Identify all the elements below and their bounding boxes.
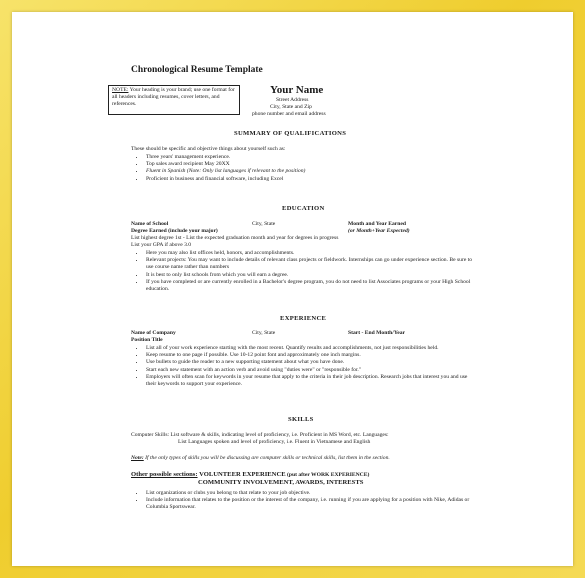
other-title1: VOLUNTEER EXPERIENCE <box>197 471 286 478</box>
note-box <box>108 85 240 115</box>
skills-label: Computer Skills: <box>131 432 170 438</box>
other-list <box>131 490 480 512</box>
list-item: • Top sales award recipient May 20XX <box>145 161 465 168</box>
skills-line2: List Languages spoken and level of proficiency, i.e. Fluent in Vietnamese and English <box>178 439 371 445</box>
education-city: City, State <box>252 221 276 227</box>
education-expected: (or Month+Year Expected) <box>348 228 410 234</box>
experience-company: Name of Company <box>131 330 176 336</box>
list-item: • Employers will often scan for keywords in your resume that apply to the criteria in their job description. Research jobs that interest you and use their keywords to support your experience. <box>145 374 475 388</box>
list-item: • Keep resume to one page if possible. Use 10-12 point font and approximately one inch margins. <box>145 352 475 359</box>
education-degree: Degree Earned (include your major) <box>131 228 218 234</box>
other-title1-tail: (put after WORK EXPERIENCE) <box>285 472 370 478</box>
document-title: Chronological Resume Template <box>131 65 263 75</box>
experience-list <box>131 345 475 388</box>
list-item: • Fluent in Spanish (Note: Only list languages if relevant to the position) <box>145 168 465 175</box>
other-title-line1 <box>131 471 369 479</box>
education-heading: EDUCATION <box>282 205 325 212</box>
education-list <box>131 250 475 293</box>
skills-heading: SKILLS <box>288 416 314 423</box>
skills-note-label: Note: <box>131 455 144 461</box>
summary-list <box>131 154 465 183</box>
list-item: • List organizations or clubs you belong to that relate to your job objective. <box>145 490 480 497</box>
list-item: • Here you may also list offices held, honors, and accomplishments. <box>145 250 475 257</box>
experience-city: City, State <box>252 330 276 336</box>
header-contact: phone number and email address <box>252 111 326 117</box>
experience-heading: EXPERIENCE <box>280 315 327 322</box>
list-item: • List all of your work experience starting with the most recent. Quantify results and accomplishments, not just responsibilities held. <box>145 345 475 352</box>
list-item: • Proficient in business and financial software, including Excel <box>145 176 465 183</box>
other-title-line2: COMMUNITY INVOLVEMENT, AWARDS, INTERESTS <box>198 479 364 486</box>
list-item: • Relevant projects: You may want to include details of relevant class projects or fieldwork. Internships can go under experience section. Be sure to use course name rather than numbers <box>145 257 475 271</box>
education-line2: List your GPA if above 3.0 <box>131 242 192 248</box>
education-school: Name of School <box>131 221 169 227</box>
list-item: • Include information that relates to the position or the interest of the company, i.e. running if you are applying for a position with Nike, Adidas or Columbia Sportswear. <box>145 497 480 511</box>
header-address: Street Address <box>276 97 309 103</box>
education-date: Month and Year Earned <box>348 221 406 227</box>
header-city: City, State and Zip <box>270 104 312 110</box>
note-label: NOTE: <box>112 87 129 93</box>
skills-line1 <box>131 432 389 439</box>
skills-note-text: If the only types of skills you will be discussing are computer skills or technical skills, list them in the section. <box>143 455 390 461</box>
note-text: Your heading is your brand; use one format for all headers including resumes, cover letters, and references. <box>112 87 235 107</box>
header-name: Your Name <box>270 84 324 96</box>
experience-position: Position Title <box>131 337 163 343</box>
list-item: • If you have completed or are currently enrolled in a Bachelor's degree program, you do not need to list Associates programs or your High School education. <box>145 279 475 293</box>
skills-text: List software & skills, indicating level of proficiency, i.e. Proficient in MS Word, etc. Languages: <box>169 432 389 438</box>
document-page <box>12 12 573 566</box>
experience-dates: Start - End Month/Year <box>348 330 406 336</box>
list-item: • Use bullets to guide the reader to a new supporting statement about what you have done. <box>145 359 475 366</box>
list-item: • Start each new statement with an action verb and avoid using "duties were" or "responsible for." <box>145 367 475 374</box>
skills-note <box>131 455 390 462</box>
list-item: • It is best to only list schools from which you will earn a degree. <box>145 272 475 279</box>
education-line1: List highest degree 1st - List the expected graduation month and year for degrees in progress <box>131 235 339 241</box>
other-label: Other possible sections: <box>131 471 198 478</box>
summary-intro: These should be specific and objective things about yourself such as: <box>131 146 286 152</box>
summary-heading: SUMMARY OF QUALIFICATIONS <box>234 130 347 137</box>
list-item: • Three years' management experience. <box>145 154 465 161</box>
